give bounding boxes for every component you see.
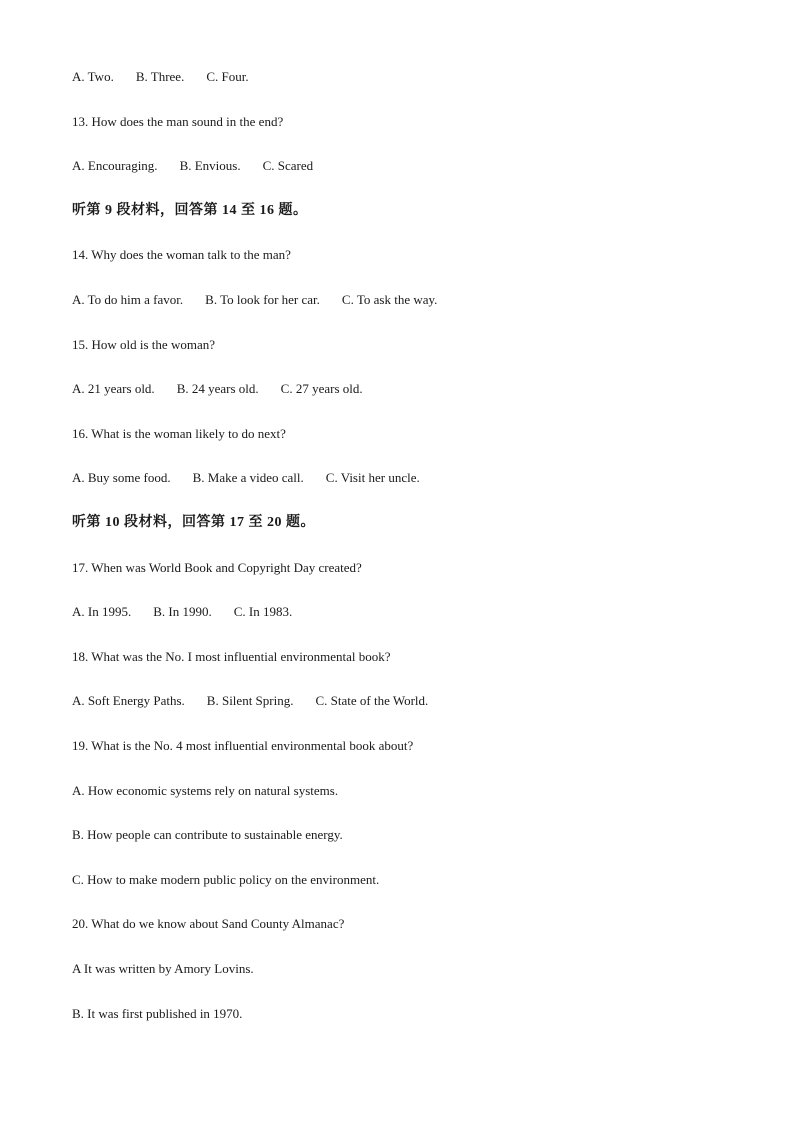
question-text: 13. How does the man sound in the end? (72, 114, 284, 129)
answer-option: C. State of the World. (315, 693, 429, 708)
answer-option: A. Two. (72, 69, 114, 84)
question-text: 18. What was the No. I most influential environmental book? (72, 649, 391, 664)
answer-option: B. Make a video call. (192, 470, 304, 485)
question-text: B. How people can contribute to sustainable energy. (72, 827, 343, 842)
question-text: 15. How old is the woman? (72, 337, 215, 352)
answer-options (72, 158, 313, 174)
answer-option: C. Scared (262, 158, 314, 173)
answer-option: A. Buy some food. (72, 470, 171, 485)
answer-options (72, 292, 437, 308)
question-text: 20. What do we know about Sand County Almanac? (72, 916, 345, 931)
answer-options (72, 693, 428, 709)
answer-options (72, 69, 249, 85)
section-heading: 听第 10 段材料，回答第 17 至 20 题。 (72, 515, 315, 530)
answer-option: A. In 1995. (72, 604, 132, 619)
question-text: C. How to make modern public policy on the environment. (72, 872, 380, 887)
answer-option: C. In 1983. (233, 604, 293, 619)
answer-option: B. To look for her car. (205, 292, 320, 307)
answer-option: A. Soft Energy Paths. (72, 693, 185, 708)
answer-option: A. To do him a favor. (72, 292, 184, 307)
question-text: 19. What is the No. 4 most influential environmental book about? (72, 738, 414, 753)
answer-options (72, 604, 292, 620)
question-text: B. It was first published in 1970. (72, 1006, 243, 1021)
answer-option: C. To ask the way. (341, 292, 438, 307)
answer-option: B. In 1990. (153, 604, 212, 619)
answer-option: A. 21 years old. (72, 381, 155, 396)
answer-option: B. Envious. (179, 158, 241, 173)
answer-option: B. 24 years old. (176, 381, 259, 396)
question-text: 14. Why does the woman talk to the man? (72, 247, 291, 262)
answer-option: C. Four. (206, 69, 249, 84)
answer-option: B. Silent Spring. (206, 693, 294, 708)
answer-option: C. 27 years old. (280, 381, 363, 396)
question-text: A. How economic systems rely on natural systems. (72, 783, 339, 798)
answer-options (72, 470, 420, 486)
question-text: 16. What is the woman likely to do next? (72, 426, 286, 441)
answer-option: A. Encouraging. (72, 158, 158, 173)
section-heading: 听第 9 段材料，回答第 14 至 16 题。 (72, 203, 308, 218)
question-text: A It was written by Amory Lovins. (72, 961, 254, 976)
answer-options (72, 381, 363, 397)
answer-option: B. Three. (135, 69, 185, 84)
question-text: 17. When was World Book and Copyright Day created? (72, 560, 362, 575)
answer-option: C. Visit her uncle. (325, 470, 420, 485)
